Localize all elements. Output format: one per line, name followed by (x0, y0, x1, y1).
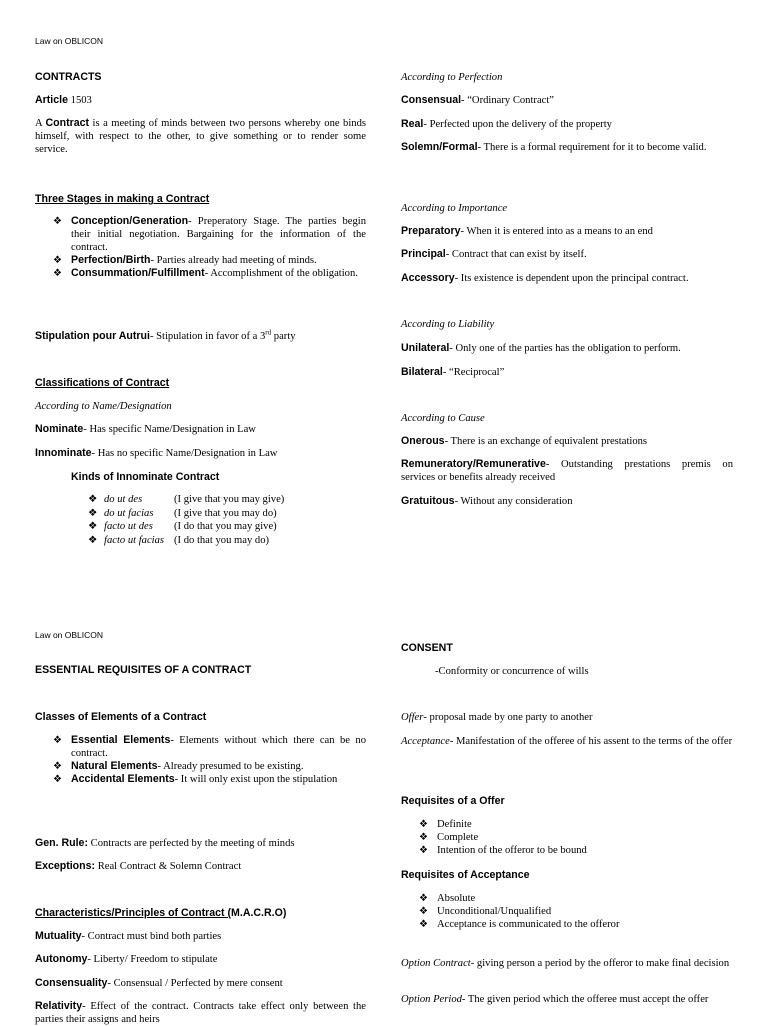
onerous-line: Onerous- There is an exchange of equivalent prestations (401, 435, 648, 447)
diamond-bullet-icon: ❖ (419, 832, 428, 843)
unilateral-line: Unilateral- Only one of the parties has the obligation to perform. (401, 342, 681, 354)
principal-line: Principal- Contract that can exist by itself. (401, 248, 587, 260)
list-item: ❖ Accidental Elements- It will only exist upon the stipulation (53, 773, 338, 785)
list-item: ❖ Acceptance is communicated to the offeror (419, 919, 620, 930)
diamond-bullet-icon: ❖ (53, 255, 62, 266)
list-item: ❖ Consummation/Fulfillment- Accomplishment of the obligation. (53, 267, 358, 279)
page-header: Law on OBLICON (35, 630, 104, 640)
option-period-line: Option Period- The given period which the offeree must accept the offer (401, 994, 709, 1005)
page-header: Law on OBLICON (35, 36, 104, 46)
diamond-bullet-icon: ❖ (419, 919, 428, 930)
option-contract-line: Option Contract- giving person a period by the offeror to make final decision (401, 958, 730, 969)
gratuitous-line: Gratuitous- Without any consideration (401, 495, 573, 507)
diamond-bullet-icon: ❖ (88, 494, 98, 505)
diamond-bullet-icon: ❖ (88, 507, 98, 519)
section-heading-essential-requisites: ESSENTIAL REQUISITES OF A CONTRACT (35, 664, 252, 676)
accessory-line: Accessory- Its existence is dependent upon the principal contract. (401, 272, 689, 284)
diamond-bullet-icon: ❖ (419, 893, 428, 904)
contract-term: Contract (45, 117, 90, 129)
offer-requisites-list (419, 818, 733, 857)
subheading-cause: According to Cause (401, 413, 485, 424)
list-item: ❖ Natural Elements- Already presumed to be existing. (53, 760, 304, 772)
diamond-bullet-icon: ❖ (419, 906, 428, 917)
autonomy-line: Autonomy- Liberty/ Freedom to stipulate (35, 953, 218, 965)
table-row: ❖ do ut des (I give that you may give) (88, 494, 285, 505)
table-row: ❖ facto ut facias (I do that you may do) (88, 534, 270, 546)
diamond-bullet-icon: ❖ (419, 845, 428, 856)
acceptance-requisites-list (419, 892, 733, 931)
contract-definition: A Contract is a meeting of minds between two persons whereby one binds himself, with respect to the other, to give something or to render some service. (35, 117, 366, 155)
classes-heading: Classes of Elements of a Contract (35, 711, 207, 723)
list-item: ❖ Absolute (419, 893, 476, 904)
table-row: ❖ do ut facias (I give that you may do) (88, 507, 277, 519)
kinds-heading: Kinds of Innominate Contract (71, 471, 220, 483)
diamond-bullet-icon: ❖ (53, 774, 62, 785)
consensual-line: Consensual- “Ordinary Contract” (401, 94, 554, 106)
article-label: Article (35, 94, 68, 106)
acceptance-requisites-heading: Requisites of Acceptance (401, 869, 530, 881)
table-row: ❖ facto ut des (I do that you may give) (88, 521, 277, 532)
subheading-importance: According to Importance (401, 203, 508, 214)
list-item: ❖ Conception/Generation- Preperatory Stage. The parties begin their initial negotiation. Bargaining for the information of the contract. (53, 215, 366, 253)
subheading-liability: According to Liability (401, 319, 495, 330)
stages-heading: Three Stages in making a Contract (35, 193, 210, 205)
list-item: ❖ Perfection/Birth- Parties already had meeting of minds. (53, 254, 317, 266)
consent-definition: -Conformity or concurrence of wills (435, 666, 589, 677)
diamond-bullet-icon: ❖ (53, 761, 62, 772)
article-line (35, 94, 92, 107)
kinds-table (88, 493, 284, 547)
nominate-line: Nominate- Has specific Name/Designation in Law (35, 423, 256, 435)
list-item: ❖ Unconditional/Unqualified (419, 906, 552, 917)
diamond-bullet-icon: ❖ (53, 735, 62, 746)
acceptance-line: Acceptance- Manifestation of the offeree of his assent to the terms of the offer (401, 736, 733, 747)
real-line: Real- Perfected upon the delivery of the property (401, 118, 612, 130)
exceptions-line: Exceptions: Real Contract & Solemn Contract (35, 860, 242, 872)
elements-list (53, 734, 366, 786)
relativity-line: Relativity- Effect of the contract. Contracts take effect only between the parties their assigns and heirs (35, 1000, 366, 1025)
diamond-bullet-icon: ❖ (53, 216, 62, 227)
subheading-name-designation: According to Name/Designation (35, 401, 172, 412)
innominate-line: Innominate- Has no specific Name/Designation in Law (35, 447, 278, 459)
article-number: 1503 (70, 95, 92, 106)
subheading-perfection: According to Perfection (401, 72, 503, 83)
diamond-bullet-icon: ❖ (88, 521, 98, 532)
consensuality-line: Consensuality- Consensual / Perfected by mere consent (35, 977, 283, 989)
solemn-line: Solemn/Formal- There is a formal requirement for it to become valid. (401, 141, 707, 153)
list-item: ❖ Essential Elements- Elements without which there can be no contract. (53, 734, 366, 759)
list-item: ❖ Complete (419, 832, 479, 843)
diamond-bullet-icon: ❖ (88, 534, 98, 546)
list-item: ❖ Intention of the offeror to be bound (419, 845, 587, 856)
diamond-bullet-icon: ❖ (419, 819, 428, 830)
general-rule-line: Gen. Rule: Contracts are perfected by the meeting of minds (35, 837, 295, 849)
section-heading-consent: CONSENT (401, 642, 453, 654)
remuneratory-line: Remuneratory/Remunerative- Outstanding prestations premis on services or benefits already received (401, 458, 733, 483)
offer-requisites-heading: Requisites of a Offer (401, 795, 505, 807)
stages-list (53, 215, 366, 280)
bilateral-line: Bilateral- “Reciprocal” (401, 366, 505, 378)
document-page-2 (0, 612, 768, 1024)
list-item: ❖ Definite (419, 819, 472, 830)
diamond-bullet-icon: ❖ (53, 268, 62, 279)
section-heading-contracts: CONTRACTS (35, 71, 102, 83)
offer-line: Offer- proposal made by one party to another (401, 712, 593, 723)
mutuality-line: Mutuality- Contract must bind both parties (35, 930, 222, 942)
stipulation-line: Stipulation pour Autrui- Stipulation in favor of a 3rd party (35, 328, 296, 342)
preparatory-line: Preparatory- When it is entered into as a means to an end (401, 225, 653, 237)
characteristics-heading: Characteristics/Principles of Contract (M.A.C.R.O) (35, 907, 287, 919)
classifications-heading: Classifications of Contract (35, 377, 170, 389)
